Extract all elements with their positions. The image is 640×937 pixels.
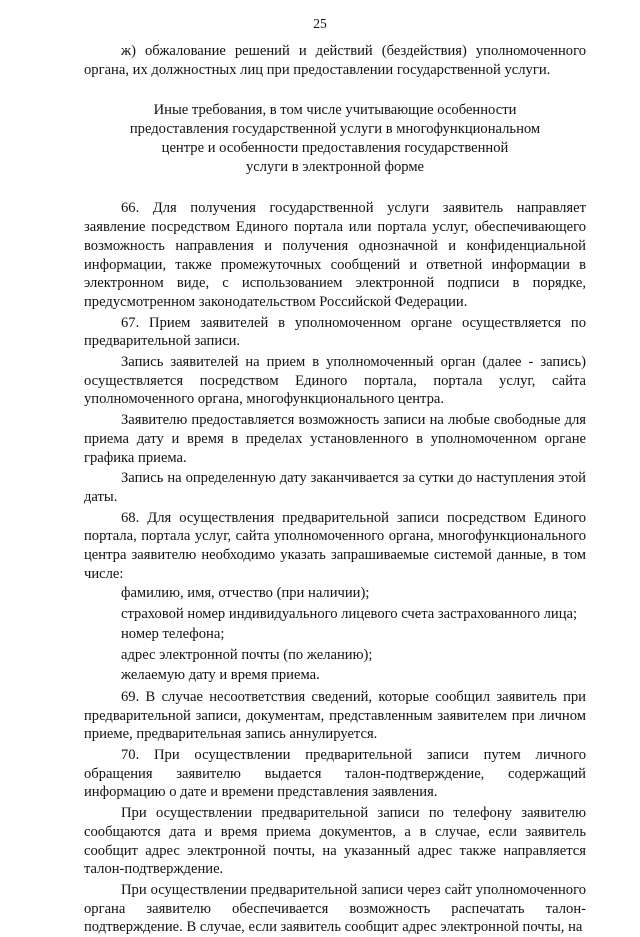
paragraph-67: 67. Прием заявителей в уполномоченном органе осуществляется по предварительной записи. — [84, 314, 586, 350]
paragraph-68: 68. Для осуществления предварительной записи посредством Единого портала, портала услуг, сайта уполномоченного органа, многофункционального центра заявителю необходимо указать запрашиваемые системой данные, в том числе: — [84, 509, 586, 582]
document-body — [84, 42, 586, 937]
paragraph-66: 66. Для получения государственной услуги заявитель направляет заявление посредством Единого портала или портала услуг, обеспечивающего возможность направления и получения однозначной и конфиденциальной информации, также промежуточных сообщений и ответной информации в электронном виде, с использованием электронной подписи в порядке, предусмотренном законодательством Российской Федерации. — [84, 200, 586, 310]
heading-line: Иные требования, в том числе учитывающие особенности — [153, 102, 517, 119]
heading-line: предоставления государственной услуги в многофункциональном — [129, 121, 541, 138]
list-item: номер телефона; — [121, 626, 225, 643]
heading-line: центре и особенности предоставления государственной — [161, 140, 509, 157]
list-item: адрес электронной почты (по желанию); — [121, 646, 373, 663]
list-item: желаемую дату и время приема. — [121, 667, 320, 684]
paragraph-69: 69. В случае несоответствия сведений, которые сообщил заявитель при предварительной записи, документам, представленным заявителем при личном приеме, предварительная запись аннулируется. — [84, 688, 586, 743]
paragraph-record-deadline: Запись на определенную дату заканчивается за сутки до наступления этой даты. — [84, 470, 586, 505]
heading-line: услуги в электронной форме — [245, 159, 425, 176]
paragraph-record: Запись заявителей на прием в уполномоченный орган (далее - запись) осуществляется посредством Единого портала, портала услуг, сайта уполномоченного органа, многофункционального центра. — [84, 354, 586, 408]
paragraph-site-record: При осуществлении предварительной записи через сайт уполномоченного органа заявителю обеспечивается возможность распечатать талон-подтверждение. В случае, если заявитель сообщит адрес электронной почты, на — [84, 882, 586, 936]
paragraph-phone-record: При осуществлении предварительной записи по телефону заявителю сообщаются дата и время приема документов, а в случае, если заявитель сообщит адрес электронной почты, на указанный адрес также направляется талон-подтверждение. — [84, 805, 586, 878]
list-item: фамилию, имя, отчество (при наличии); — [121, 585, 370, 602]
section-heading — [84, 101, 586, 177]
paragraph-record-possibility: Заявителю предоставляется возможность записи на любые свободные для приема дату и время в пределах установленного в уполномоченном органе графика приема. — [84, 412, 586, 466]
paragraph-70: 70. При осуществлении предварительной записи путем личного обращения заявителю выдается талон-подтверждение, содержащий информацию о дате и времени представления заявления. — [84, 747, 586, 801]
list-item: страховой номер индивидуального лицевого счета застрахованного лица; — [121, 605, 578, 622]
intro-paragraph: ж) обжалование решений и действий (бездействия) уполномоченного органа, их должностных лиц при предоставлении государственной услуги. — [84, 43, 586, 78]
page-number: 25 — [313, 16, 327, 31]
